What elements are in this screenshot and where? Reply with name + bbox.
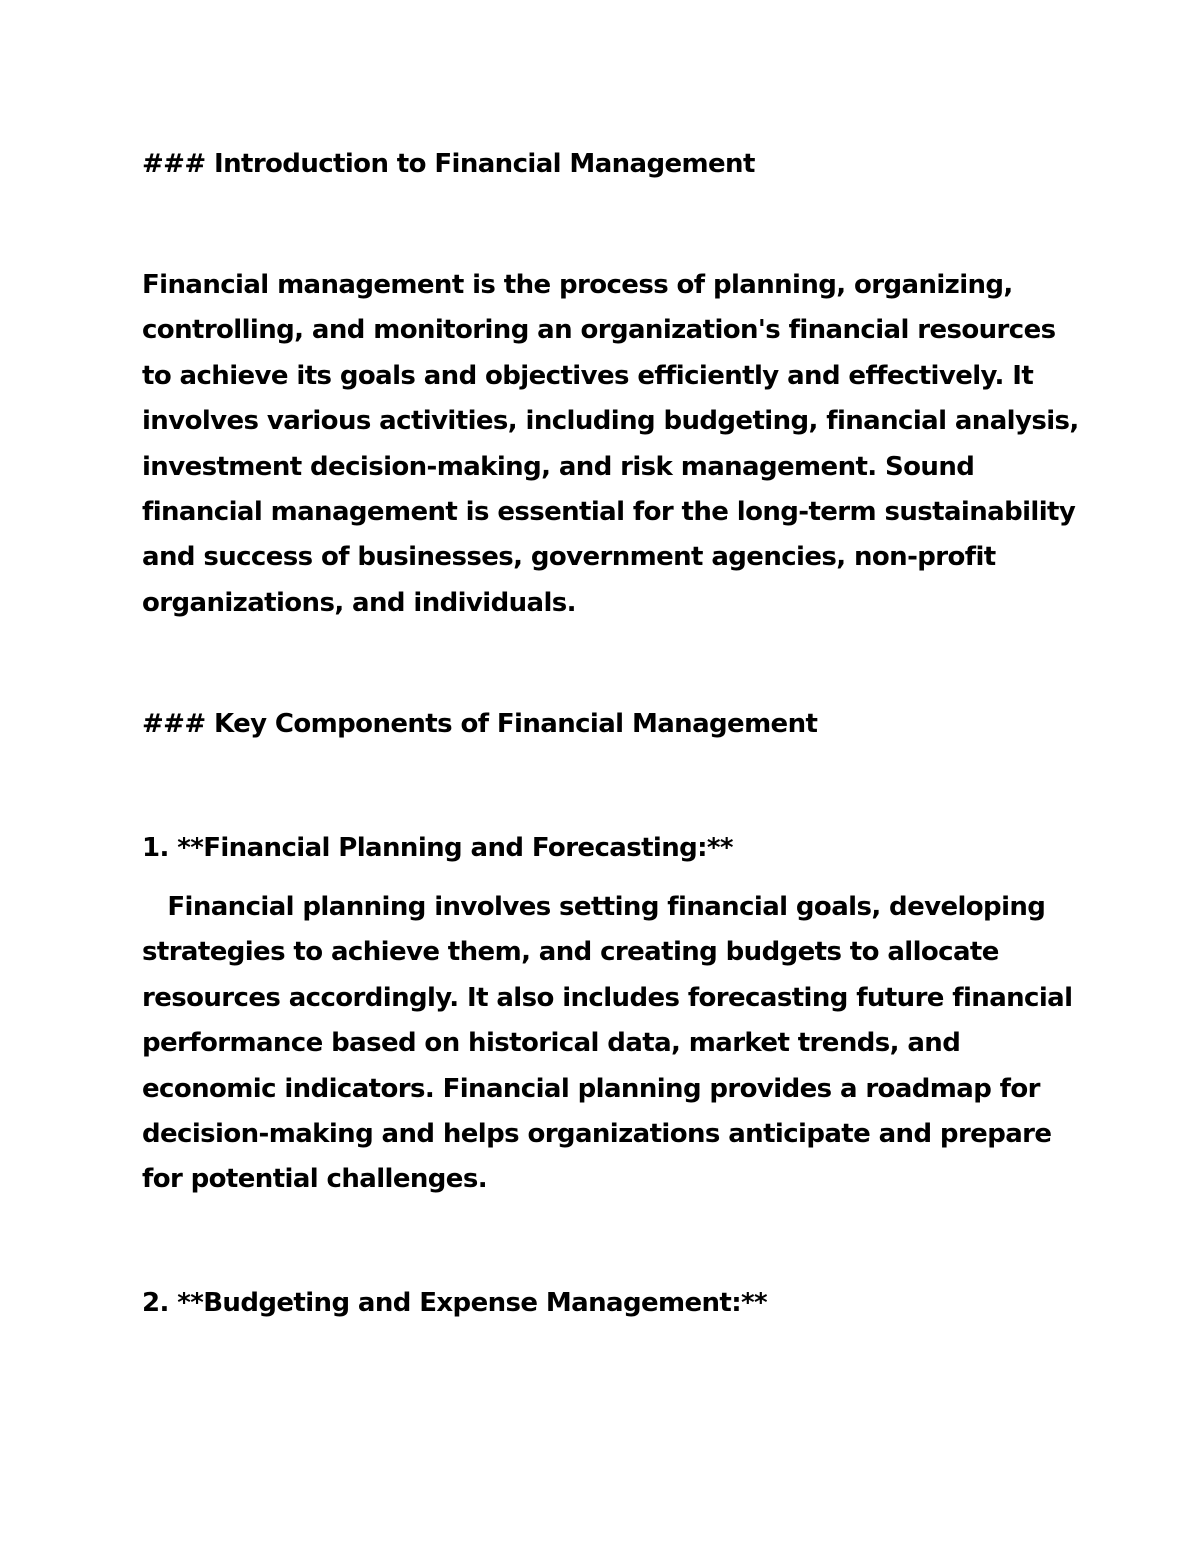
heading-key-components: ### Key Components of Financial Management	[142, 709, 818, 739]
intro-line: Financial management is the process of planning, organizing,	[142, 270, 1013, 300]
item-1-paragraph	[142, 885, 1073, 1203]
intro-line: to achieve its goals and objectives efficiently and effectively. It	[142, 360, 1034, 391]
intro-line: investment decision-making, and risk management. Sound	[142, 451, 975, 482]
item-1-line: performance based on historical data, market trends, and	[142, 1028, 961, 1059]
item-1-line: strategies to achieve them, and creating budgets to allocate	[142, 937, 999, 968]
heading-introduction: ### Introduction to Financial Management	[142, 149, 755, 179]
item-1-line: Financial planning involves setting financial goals, developing	[142, 892, 1046, 922]
item-1-line: economic indicators. Financial planning provides a roadmap for	[142, 1073, 1040, 1104]
intro-line: involves various activities, including budgeting, financial analysis,	[142, 406, 1079, 437]
item-1-line: for potential challenges.	[142, 1164, 487, 1195]
item-1-line: resources accordingly. It also includes forecasting future financial	[142, 982, 1073, 1013]
item-1-line: decision-making and helps organizations anticipate and prepare	[142, 1119, 1052, 1150]
intro-paragraph	[142, 263, 1079, 626]
intro-line: financial management is essential for the long-term sustainability	[142, 497, 1076, 528]
intro-line: organizations, and individuals.	[142, 587, 576, 618]
item-2-title: 2. **Budgeting and Expense Management:**	[142, 1288, 768, 1318]
intro-line: controlling, and monitoring an organization's financial resources	[142, 315, 1056, 346]
intro-line: and success of businesses, government agencies, non-profit	[142, 542, 996, 573]
item-1-title: 1. **Financial Planning and Forecasting:**	[142, 833, 733, 863]
